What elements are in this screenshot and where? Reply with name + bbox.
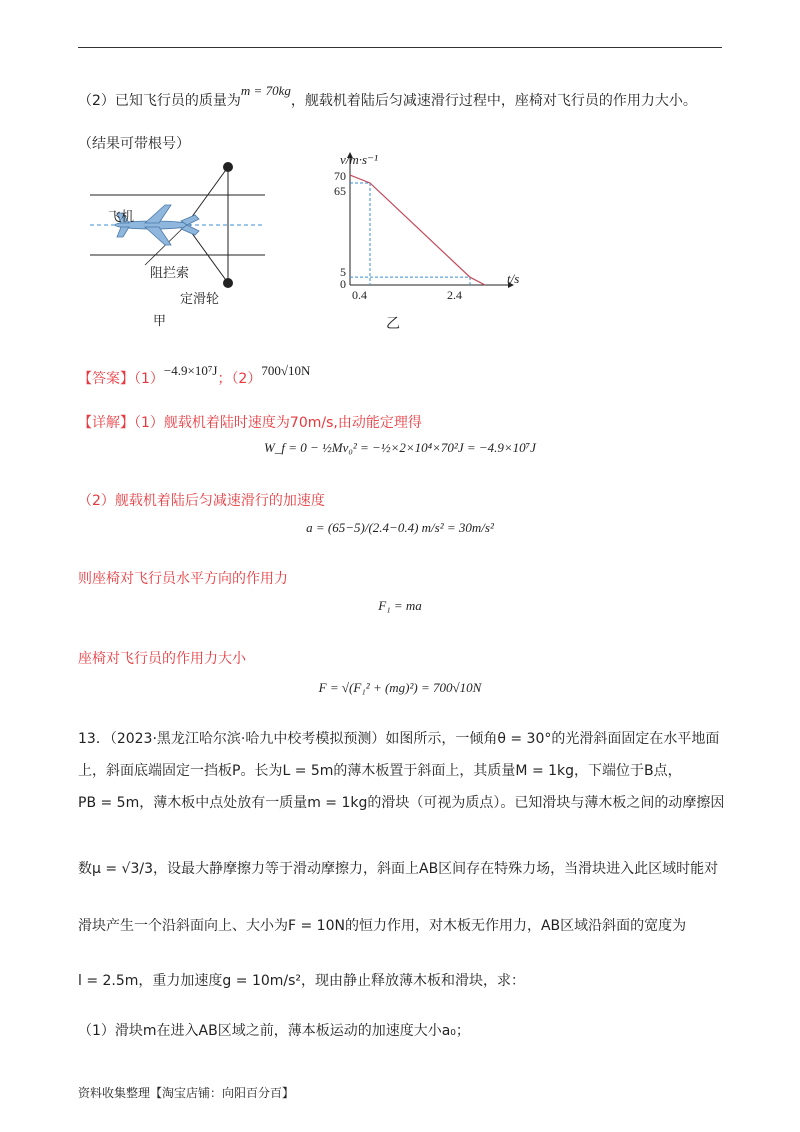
question-2-line: （2）已知飞行员的质量为m = 70kg，舰载机着陆后匀减速滑行过程中，座椅对飞行员的作用力大小。 [78, 83, 697, 109]
detail-line4: 座椅对飞行员的作用力大小 [78, 651, 246, 667]
equation-total-force: F = √(F₁² + (mg)²) = 700√10N [318, 680, 482, 695]
detail-line3: 则座椅对飞行员水平方向的作用力 [78, 571, 288, 587]
answer-line: 【答案】（1）−4.9×10⁷J；（2）700√10N [78, 363, 311, 387]
caption-jia: 甲 [153, 314, 167, 329]
question-13-line3: PB = 5m，薄木板中点处放有一质量m = 1kg的滑块（可视为质点）。已知滑块与薄木板之间的动摩擦因 [78, 795, 725, 811]
label-plane: 飞机 [108, 210, 135, 225]
question-13-line2: 上，斜面底端固定一挡板P。长为L = 5m的薄木板置于斜面上，其质量M = 1kg，下端位于B点， [78, 763, 682, 779]
header-rule [78, 47, 722, 48]
detail-line1: 【详解】（1）舰载机着陆时速度为70m/s,由动能定理得 [78, 415, 422, 431]
note-text: （结果可带根号） [78, 136, 190, 152]
pulley-bottom-icon [223, 278, 233, 288]
question-13-line7: （1）滑块m在进入AB区域之前，薄本板运动的加速度大小a₀； [78, 1023, 470, 1039]
x-tick-label: 2.4 [447, 288, 462, 302]
x-axis-label: t/s [507, 271, 520, 286]
question-13-line4: 数μ = √3/3，设最大静摩擦力等于滑动摩擦力，斜面上AB区间存在特殊力场，当滑块进入此区域时能对 [78, 861, 719, 877]
figure-yi-chart [320, 150, 540, 340]
question-13-line5: 滑块产生一个沿斜面向上、大小为F = 10N的恒力作用，对木板无作用力，AB区域沿斜面的宽度为 [78, 918, 687, 934]
equation-acceleration: a = (65−5)/(2.4−0.4) m/s² = 30m/s² [306, 520, 494, 535]
detail-line2: （2）舰载机着陆后匀减速滑行的加速度 [78, 493, 325, 509]
answer-part1-value: −4.9×10⁷J [163, 363, 218, 378]
y-axis-label: v/m·s⁻¹ [340, 152, 378, 167]
question-13-line1: 13．（2023·黑龙江哈尔滨·哈九中校考模拟预测）如图所示，一倾角θ = 30°的光滑斜面固定在水平地面 [78, 731, 720, 747]
equation-horizontal-force: F₁ = ma [378, 598, 422, 613]
equation-work: W_f = 0 − ½Mv₀² = −½×2×10⁴×70²J = −4.9×10⁷J [264, 440, 536, 455]
label-pulley: 定滑轮 [180, 292, 220, 307]
footer-text: 资料收集整理【淘宝店铺：向阳百分百】 [78, 1086, 295, 1100]
x-tick-label: 0.4 [352, 288, 367, 302]
y-tick-label: 70 [334, 169, 346, 183]
question-13-line6: l = 2.5m，重力加速度g = 10m/s²，现由静止释放薄木板和滑块，求： [78, 973, 526, 989]
y-tick-label: 0 [340, 277, 346, 291]
y-tick-label: 5 [340, 265, 346, 279]
y-tick-label: 65 [334, 184, 346, 198]
mass-value: m = 70kg [240, 83, 291, 98]
pulley-top-icon [223, 162, 233, 172]
caption-yi: 乙 [386, 316, 400, 332]
label-cable: 阻拦索 [150, 266, 190, 281]
answer-part2-value: 700√10N [261, 363, 311, 378]
